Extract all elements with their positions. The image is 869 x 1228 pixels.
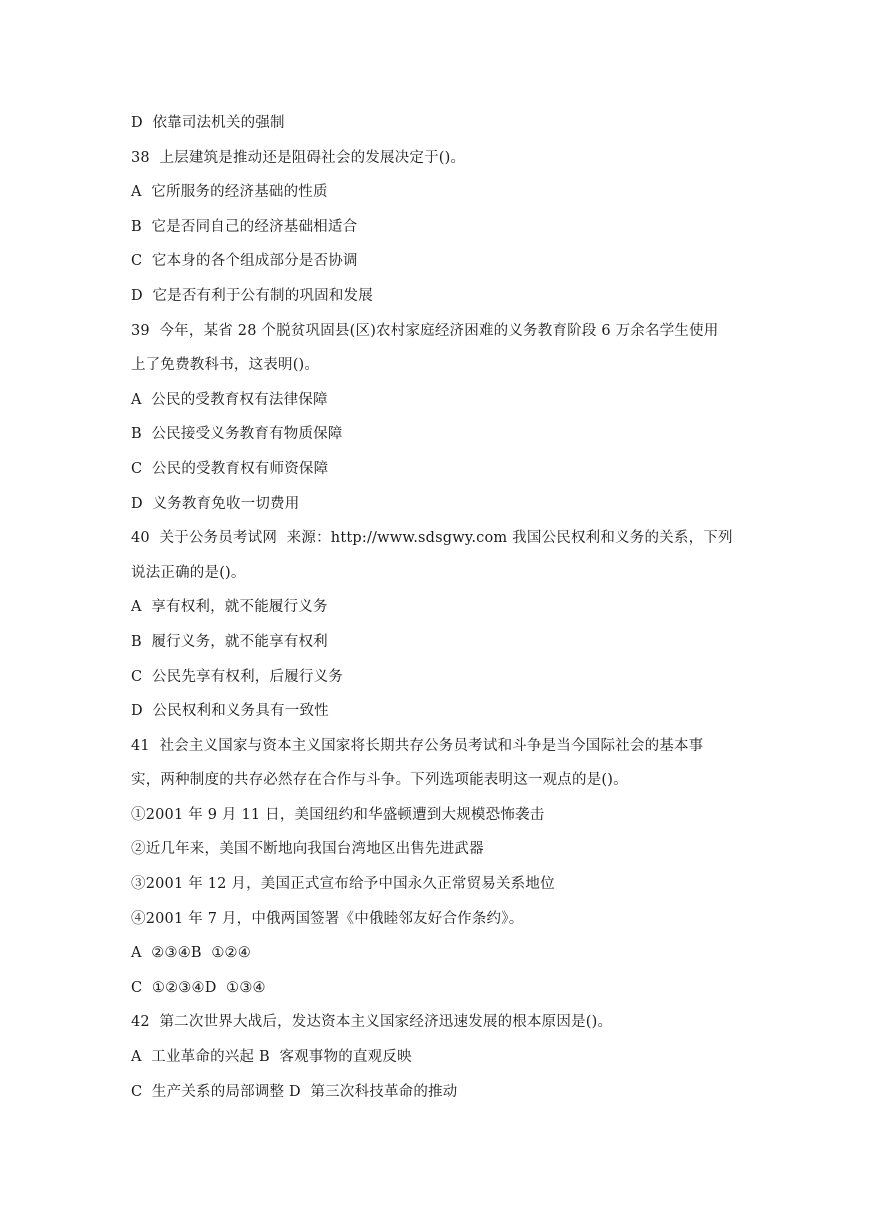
option-d: D 它是否有利于公有制的巩固和发展 [131,287,373,304]
option-a: A 它所服务的经济基础的性质 [131,184,328,201]
question-41: 41 社会主义国家与资本主义国家将长期共存公务员考试和斗争是当今国际社会的基本事 [131,737,704,754]
option-b: B 它是否同自己的经济基础相适合 [131,218,358,235]
document-body [131,106,751,1109]
options-ab: A ②③④B ①②④ [131,945,251,962]
question-39: 39 今年，某省 28 个脱贫巩固县(区)农村家庭经济困难的义务教育阶段 6 万余名学生使用 [131,322,719,339]
question-38: 38 上层建筑是推动还是阻碍社会的发展决定于()。 [131,149,466,166]
statement-3: ③2001 年 12 月，美国正式宣布给予中国永久正常贸易关系地位 [131,876,555,893]
question-40-cont: 说法正确的是()。 [131,564,246,581]
options-cd: C 生产关系的局部调整 D 第三次科技革命的推动 [131,1083,458,1100]
option-b: B 履行义务，就不能享有权利 [131,633,328,650]
option-b: B 公民接受义务教育有物质保障 [131,426,343,443]
option-c: C 它本身的各个组成部分是否协调 [131,253,358,270]
statement-2: ②近几年来，美国不断地向我国台湾地区出售先进武器 [131,841,484,858]
question-39-cont: 上了免费教科书，这表明()。 [131,357,320,374]
options-ab: A 工业革命的兴起 B 客观事物的直观反映 [131,1049,412,1066]
option-a: A 公民的受教育权有法律保障 [131,391,328,408]
option-c: C 公民的受教育权有师资保障 [131,460,329,477]
statement-1: ①2001 年 9 月 11 日，美国纽约和华盛顿遭到大规模恐怖袭击 [131,806,545,823]
question-42: 42 第二次世界大战后，发达资本主义国家经济迅速发展的根本原因是()。 [131,1014,613,1031]
option-c: C 公民先享有权利，后履行义务 [131,668,344,685]
option-d: D 义务教育免收一切费用 [131,495,300,512]
text-line: D 依靠司法机关的强制 [131,115,285,131]
options-cd: C ①②③④D ①③④ [131,979,266,996]
option-d: D 公民权利和义务具有一致性 [131,703,329,720]
statement-4: ④2001 年 7 月，中俄两国签署《中俄睦邻友好合作条约》。 [131,910,524,927]
question-40: 40 关于公务员考试网 来源：http://www.sdsgwy.com 我国公民权利和义务的关系，下列 [131,530,733,547]
question-41-cont: 实，两种制度的共存必然存在合作与斗争。下列选项能表明这一观点的是()。 [131,772,628,789]
option-a: A 享有权利，就不能履行义务 [131,599,328,616]
